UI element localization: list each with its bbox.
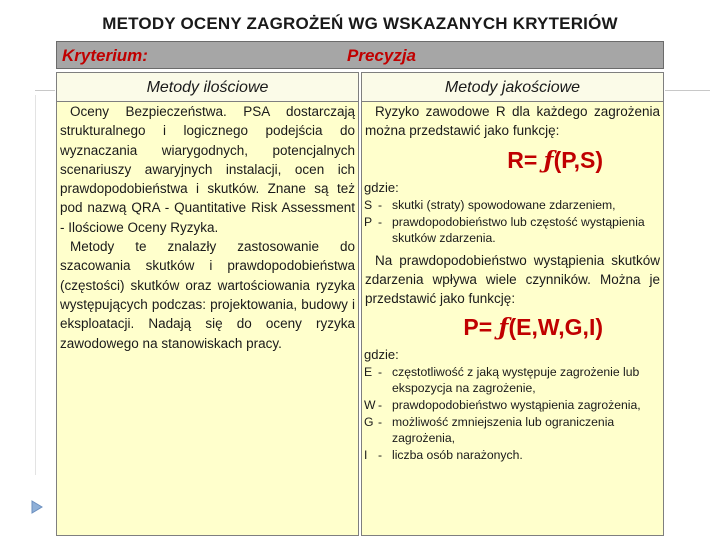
definition-dash: -	[378, 197, 383, 212]
quantitative-paragraph-2: Metody te znalazły zastosowanie do szacowania skutków i prawdopodobieństwa (częstości) skutków oraz wartościowania ryzyka występujących podczas: projektowania, budowy i eksploatacji. Nadają się do oceny ryzyka zawodowego na stanowiskach pracy.	[60, 239, 355, 351]
quantitative-paragraph-1: Oceny Bezpieczeństwa. PSA dostarczają strukturalnego i logicznego podejścia do wyznaczania wiarygodnych, potencjalnych scenariuszy awaryjnych instalacji, ocen ich prawdopodobieństwa i skutków. Znane są też pod nazwą QRA - Quantitative Risk Assessment - Ilościowe Oceny Ryzyka.	[60, 104, 355, 235]
risk-formula-args: (P,S)	[553, 146, 603, 173]
definition-text: możliwość zmniejszenia lub ograniczenia zagrożenia,	[392, 415, 615, 446]
qualitative-methods-panel	[361, 72, 664, 536]
slide-title: METODY OCENY ZAGROŻEŃ WG WSKAZANYCH KRYTERIÓW	[102, 14, 618, 33]
quantitative-methods-header: Metody ilościowe	[57, 73, 358, 102]
definition-item	[364, 397, 659, 413]
definition-symbol: P	[364, 214, 373, 229]
where-label-2: gdzie:	[364, 347, 399, 363]
criterion-bar	[56, 41, 664, 69]
definition-item	[364, 197, 659, 213]
definition-item	[364, 414, 659, 446]
definition-item	[364, 447, 659, 463]
risk-variable-definitions	[362, 197, 663, 246]
qualitative-intro: Ryzyko zawodowe R dla każdego zagrożenia można przedstawić jako funkcję:	[365, 104, 660, 139]
risk-formula	[362, 147, 663, 174]
decorative-vertical-line	[35, 95, 36, 475]
definition-text: liczba osób narażonych.	[392, 448, 523, 463]
definition-text: prawdopodobieństwo wystąpienia zagrożenia,	[392, 398, 641, 413]
definition-dash: -	[378, 365, 383, 380]
quantitative-methods-panel	[56, 72, 359, 536]
definition-symbol: W	[364, 398, 376, 413]
definition-text: prawdopodobieństwo lub częstość wystąpienia skutków zdarzenia.	[392, 214, 645, 245]
criterion-value: Precyzja	[347, 46, 416, 65]
definition-symbol: I	[364, 448, 368, 463]
probability-formula-lhs: P=	[463, 314, 493, 341]
probability-formula	[362, 314, 663, 341]
qualitative-middle-text: Na prawdopodobieństwo wystąpienia skutków zdarzenia wpływa wiele czynników. Można je przedstawić jako funkcję:	[365, 252, 660, 307]
definition-text: częstotliwość z jaką występuje zagrożenie lub ekspozycja na zagrożenie,	[392, 365, 640, 396]
where-label-1: gdzie:	[364, 179, 399, 195]
definition-dash: -	[378, 214, 383, 229]
slide-nav-arrow-icon[interactable]	[30, 500, 44, 514]
decorative-line-left	[35, 90, 55, 91]
probability-variable-definitions	[362, 364, 663, 463]
risk-formula-lhs: R=	[507, 146, 538, 173]
definition-symbol: S	[364, 197, 373, 212]
definition-item	[364, 364, 659, 396]
definition-item	[364, 214, 659, 246]
probability-formula-args: (E,W,G,I)	[508, 314, 603, 341]
definition-dash: -	[378, 448, 383, 463]
definition-text: skutki (straty) spowodowane zdarzeniem,	[392, 197, 616, 212]
definition-symbol: E	[364, 365, 373, 380]
qualitative-methods-header: Metody jakościowe	[362, 73, 663, 102]
function-symbol: ƒ	[543, 146, 554, 174]
function-symbol: ƒ	[498, 314, 509, 342]
definition-dash: -	[378, 415, 383, 430]
definition-symbol: G	[364, 415, 374, 430]
criterion-label: Kryterium:	[62, 46, 148, 65]
decorative-line-right	[665, 90, 710, 91]
definition-dash: -	[378, 398, 383, 413]
